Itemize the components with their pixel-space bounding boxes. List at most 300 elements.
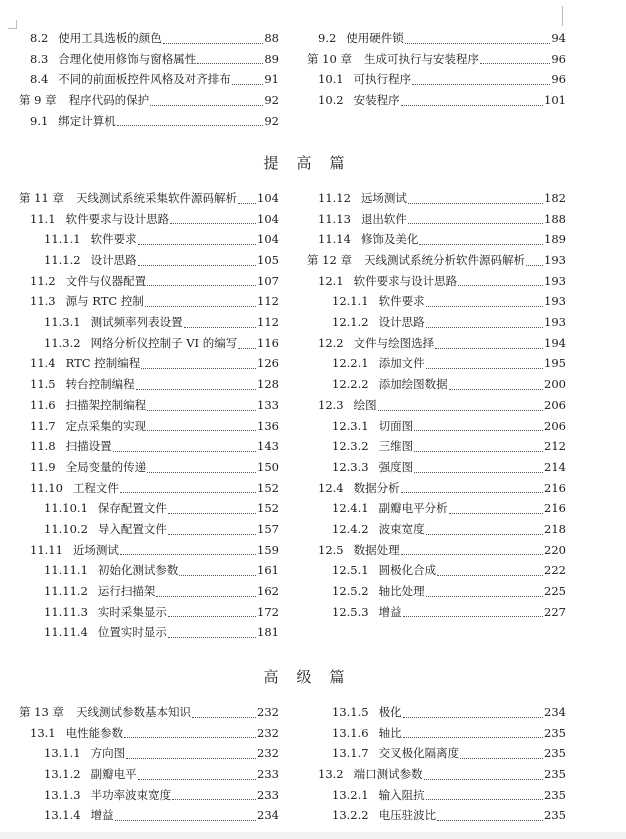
toc-entry <box>19 374 279 395</box>
toc-entry-number: 11.10.2 <box>44 521 88 536</box>
toc-column-left <box>19 28 279 131</box>
toc-dot-leader <box>401 479 543 493</box>
toc-entry-number: 第 9 章 <box>19 93 57 108</box>
toc-entry-page: 133 <box>257 397 279 412</box>
toc-dot-leader <box>138 252 256 266</box>
toc-entry <box>307 478 566 499</box>
toc-entry-number: 9.1 <box>30 113 49 128</box>
toc-dot-leader <box>458 272 543 286</box>
toc-entry-page: 206 <box>544 418 566 433</box>
toc-entry-number: 11.11.1 <box>44 563 88 578</box>
toc-entry <box>307 416 566 437</box>
toc-entry-title: 运行扫描架 <box>97 584 156 599</box>
toc-dot-leader <box>435 335 543 349</box>
toc-entry-number: 12.5.1 <box>332 563 369 578</box>
toc-column-left <box>19 702 279 826</box>
toc-entry-title: 极化 <box>378 704 402 719</box>
toc-entry-page: 206 <box>544 397 566 412</box>
toc-entry-page: 182 <box>544 190 566 205</box>
toc-entry-title: 保存配置文件 <box>97 501 167 516</box>
toc-entry <box>307 560 566 581</box>
toc-entry-page: 212 <box>544 439 566 454</box>
toc-entry-title: 轴比处理 <box>378 584 425 599</box>
toc-dot-leader <box>168 603 256 617</box>
toc-entry-number: 8.3 <box>30 51 49 66</box>
toc-dot-leader <box>168 521 256 535</box>
crop-mark-top-left <box>8 20 17 29</box>
toc-entry-number: 12.5 <box>318 542 344 557</box>
toc-entry <box>19 250 279 271</box>
toc-entry-page: 126 <box>257 356 279 371</box>
toc-entry <box>19 743 279 764</box>
toc-entry <box>307 723 566 744</box>
toc-entry-title: 软件要求与设计思路 <box>353 273 458 288</box>
toc-entry-number: 8.4 <box>30 72 49 87</box>
toc-entry <box>19 478 279 499</box>
toc-entry <box>19 291 279 312</box>
toc-entry-title: 设计思路 <box>378 315 425 330</box>
toc-dot-leader <box>141 355 256 369</box>
toc-entry <box>307 374 566 395</box>
toc-entry-title: 测试频率列表设置 <box>90 315 183 330</box>
toc-entry <box>19 395 279 416</box>
toc-entry-number: 13.1.4 <box>44 808 81 823</box>
toc-entry-number: 13.1.7 <box>332 746 369 761</box>
toc-entry-number: 第 13 章 <box>19 704 64 719</box>
toc-entry-title: 波束宽度 <box>378 521 425 536</box>
toc-entry-page: 104 <box>257 232 279 247</box>
toc-entry <box>307 90 566 111</box>
toc-entry <box>19 49 279 70</box>
toc-dot-leader <box>138 766 256 780</box>
toc-entry-number: 11.11.3 <box>44 604 88 619</box>
toc-entry-title: 天线测试系统采集软件源码解析 <box>75 190 237 205</box>
toc-entry-page: 92 <box>264 93 279 108</box>
toc-entry-title: 初始化测试参数 <box>97 563 179 578</box>
toc-entry-title: 网络分析仪控制子 VI 的编写 <box>90 335 238 350</box>
toc-entry <box>19 436 279 457</box>
toc-entry-page: 92 <box>264 113 279 128</box>
toc-entry-title: 使用硬件锁 <box>346 30 404 45</box>
toc-entry-number: 11.10 <box>30 480 63 495</box>
toc-dot-leader <box>136 376 256 390</box>
toc-dot-leader <box>147 459 256 473</box>
toc-entry-title: 文件与绘图选择 <box>353 335 435 350</box>
toc-entry-page: 225 <box>544 584 566 599</box>
toc-entry-page: 235 <box>544 725 566 740</box>
toc-entry-page: 94 <box>551 30 566 45</box>
toc-entry-page: 235 <box>544 767 566 782</box>
toc-entry-title: 三维图 <box>378 439 414 454</box>
toc-dot-leader <box>378 397 543 411</box>
toc-dot-leader <box>449 376 543 390</box>
toc-entry-number: 12.3.3 <box>332 459 369 474</box>
toc-entry-number: 11.1.1 <box>44 232 81 247</box>
toc-entry <box>307 291 566 312</box>
toc-entry-title: 转台控制编程 <box>65 377 135 392</box>
toc-entry <box>307 457 566 478</box>
toc-dot-leader <box>147 397 256 411</box>
toc-dot-leader <box>426 355 543 369</box>
toc-entry-title: 副瓣电平 <box>90 767 137 782</box>
toc-entry-number: 13.2.1 <box>332 787 369 802</box>
toc-dot-leader <box>526 252 543 266</box>
toc-entry-page: 232 <box>257 746 279 761</box>
toc-entry-page: 105 <box>257 253 279 268</box>
toc-dot-leader <box>115 807 256 821</box>
toc-chapter-entry <box>19 188 279 209</box>
toc-chapter-entry <box>307 49 566 70</box>
toc-entry-title: 定点采集的实现 <box>65 418 147 433</box>
toc-entry-page: 200 <box>544 377 566 392</box>
toc-entry-page: 235 <box>544 808 566 823</box>
toc-entry <box>307 209 566 230</box>
toc-entry-page: 194 <box>544 335 566 350</box>
toc-dot-leader <box>113 438 256 452</box>
toc-entry-title: 电压驻波比 <box>378 808 437 823</box>
toc-entry-title: 文件与仪器配置 <box>65 273 147 288</box>
toc-entry <box>19 764 279 785</box>
toc-entry <box>307 602 566 623</box>
toc-chapter-entry <box>19 90 279 111</box>
toc-entry-number: 11.2 <box>30 273 56 288</box>
toc-entry-title: 扫描架控制编程 <box>65 397 147 412</box>
toc-entry-page: 107 <box>257 273 279 288</box>
toc-entry-number: 12.1 <box>318 273 344 288</box>
toc-dot-leader <box>426 521 543 535</box>
toc-entry-number: 11.11 <box>30 542 63 557</box>
toc-entry-number: 9.2 <box>318 30 337 45</box>
toc-entry-title: 合理化使用修饰与窗格属性 <box>58 51 197 66</box>
toc-entry-number: 12.1.2 <box>332 315 369 330</box>
toc-dot-leader <box>480 50 550 64</box>
toc-entry <box>307 519 566 540</box>
toc-dot-leader <box>437 807 543 821</box>
toc-entry-number: 13.1.5 <box>332 704 369 719</box>
toc-entry-number: 13.2 <box>318 767 344 782</box>
toc-entry-number: 10.1 <box>318 72 344 87</box>
toc-entry <box>307 188 566 209</box>
toc-entry-title: 绑定计算机 <box>58 113 116 128</box>
toc-entry <box>19 271 279 292</box>
toc-entry-page: 112 <box>257 294 279 309</box>
toc-entry-number: 13.2.2 <box>332 808 369 823</box>
toc-entry <box>307 498 566 519</box>
toc-dot-leader <box>238 335 256 349</box>
toc-dot-leader <box>117 112 264 126</box>
toc-chapter-entry <box>307 250 566 271</box>
toc-entry-number: 13.1.1 <box>44 746 81 761</box>
toc-entry-number: 11.1.2 <box>44 253 81 268</box>
toc-entry-title: 添加绘图数据 <box>378 377 448 392</box>
toc-entry-page: 195 <box>544 356 566 371</box>
toc-entry-title: 软件要求 <box>90 232 137 247</box>
toc-dot-leader <box>403 603 543 617</box>
toc-entry <box>19 519 279 540</box>
toc-entry-title: 轴比 <box>378 725 402 740</box>
crop-mark-top-right <box>562 6 564 26</box>
toc-dot-leader <box>426 786 543 800</box>
toc-entry-number: 11.6 <box>30 397 56 412</box>
toc-entry-number: 13.1.6 <box>332 725 369 740</box>
toc-entry-number: 12.5.3 <box>332 604 369 619</box>
toc-dot-leader <box>179 562 256 576</box>
toc-entry-number: 12.4.1 <box>332 501 369 516</box>
toc-dot-leader <box>408 210 543 224</box>
toc-entry-page: 161 <box>257 563 279 578</box>
toc-entry-page: 172 <box>257 604 279 619</box>
toc-dot-leader <box>426 314 543 328</box>
toc-entry-title: 半功率波束宽度 <box>90 787 172 802</box>
toc-dot-leader <box>238 190 256 204</box>
toc-entry-page: 128 <box>257 377 279 392</box>
toc-entry-page: 218 <box>544 521 566 536</box>
toc-entry-title: 方向图 <box>90 746 126 761</box>
toc-entry-title: 设计思路 <box>90 253 137 268</box>
toc-entry-title: 增益 <box>378 604 402 619</box>
toc-entry <box>19 209 279 230</box>
toc-entry-number: 第 12 章 <box>307 253 352 268</box>
toc-entry <box>19 560 279 581</box>
toc-entry-page: 193 <box>544 253 566 268</box>
toc-dot-leader <box>424 766 543 780</box>
toc-entry <box>19 312 279 333</box>
toc-dot-leader <box>401 92 543 106</box>
toc-entry-number: 11.13 <box>318 211 351 226</box>
toc-entry-page: 104 <box>257 190 279 205</box>
toc-entry-number: 12.3 <box>318 397 344 412</box>
toc-entry <box>19 581 279 602</box>
toc-entry-title: 输入阻抗 <box>378 787 425 802</box>
toc-entry-number: 12.4 <box>318 480 344 495</box>
toc-entry <box>19 111 279 132</box>
toc-entry <box>307 436 566 457</box>
toc-entry-title: 可执行程序 <box>353 72 412 87</box>
toc-entry-page: 152 <box>257 480 279 495</box>
section-heading-advanced-intermediate: 提高篇 <box>263 154 363 172</box>
toc-entry-title: 源与 RTC 控制 <box>65 294 144 309</box>
toc-dot-leader <box>156 583 256 597</box>
toc-entry-page: 150 <box>257 459 279 474</box>
toc-entry-number: 11.10.1 <box>44 501 88 516</box>
toc-entry-page: 91 <box>264 72 279 87</box>
toc-entry-page: 193 <box>544 315 566 330</box>
toc-entry-page: 116 <box>257 335 279 350</box>
toc-dot-leader <box>168 624 256 638</box>
toc-dot-leader <box>138 231 256 245</box>
toc-entry-number: 11.11.2 <box>44 584 88 599</box>
toc-entry-number: 13.1 <box>30 725 56 740</box>
toc-entry-page: 188 <box>544 211 566 226</box>
toc-entry-number: 11.3.1 <box>44 315 81 330</box>
toc-entry-page: 233 <box>257 787 279 802</box>
toc-dot-leader <box>184 314 256 328</box>
toc-entry-title: 增益 <box>90 808 114 823</box>
toc-entry-title: 位置实时显示 <box>97 625 167 640</box>
toc-dot-leader <box>172 786 256 800</box>
toc-dot-leader <box>401 541 543 555</box>
toc-entry-page: 214 <box>544 459 566 474</box>
toc-entry-number: 11.3.2 <box>44 335 81 350</box>
toc-entry <box>19 805 279 826</box>
toc-dot-leader <box>170 210 256 224</box>
toc-dot-leader <box>405 30 551 44</box>
toc-entry-number: 13.1.3 <box>44 787 81 802</box>
toc-entry <box>19 229 279 250</box>
toc-entry-title: 实时采集显示 <box>97 604 167 619</box>
toc-dot-leader <box>147 272 256 286</box>
toc-entry-page: 220 <box>544 542 566 557</box>
toc-entry <box>307 312 566 333</box>
toc-entry-page: 101 <box>544 93 566 108</box>
toc-entry-title: 副瓣电平分析 <box>378 501 448 516</box>
toc-entry-title: 安装程序 <box>353 93 400 108</box>
toc-entry-title: 工程文件 <box>72 480 119 495</box>
section-heading-advanced: 高级篇 <box>263 668 363 686</box>
toc-dot-leader <box>403 724 543 738</box>
toc-entry-page: 235 <box>544 746 566 761</box>
toc-entry-title: RTC 控制编程 <box>65 356 141 371</box>
toc-dot-leader <box>403 704 543 718</box>
toc-entry-number: 12.3.1 <box>332 418 369 433</box>
toc-entry-page: 152 <box>257 501 279 516</box>
toc-dot-leader <box>120 541 256 555</box>
toc-entry-title: 天线测试参数基本知识 <box>75 704 191 719</box>
page-bottom-edge <box>0 832 626 839</box>
toc-entry-title: 扫描设置 <box>65 439 112 454</box>
toc-entry <box>307 743 566 764</box>
toc-entry-number: 11.7 <box>30 418 56 433</box>
toc-entry <box>307 28 566 49</box>
toc-entry-title: 绘图 <box>353 397 377 412</box>
toc-entry <box>307 395 566 416</box>
toc-entry-title: 数据分析 <box>353 480 400 495</box>
toc-entry-number: 8.2 <box>30 30 49 45</box>
toc-entry <box>19 457 279 478</box>
toc-entry-page: 232 <box>257 704 279 719</box>
toc-entry-page: 232 <box>257 725 279 740</box>
toc-entry-page: 234 <box>544 704 566 719</box>
toc-entry-page: 159 <box>257 542 279 557</box>
toc-entry <box>307 229 566 250</box>
toc-column-left <box>19 188 279 643</box>
toc-entry-title: 天线测试系统分析软件源码解析 <box>363 253 525 268</box>
toc-entry-page: 136 <box>257 418 279 433</box>
toc-entry <box>307 333 566 354</box>
toc-entry <box>19 540 279 561</box>
toc-entry-title: 程序代码的保护 <box>68 93 150 108</box>
toc-dot-leader <box>408 190 543 204</box>
toc-entry-number: 11.12 <box>318 190 351 205</box>
toc-entry-page: 235 <box>544 787 566 802</box>
toc-entry-number: 11.5 <box>30 377 56 392</box>
toc-entry-title: 不同的前面板控件风格及对齐排布 <box>58 72 231 87</box>
toc-dot-leader <box>412 71 550 85</box>
toc-entry-title: 交叉极化隔离度 <box>378 746 460 761</box>
toc-entry-number: 10.2 <box>318 93 344 108</box>
toc-entry-page: 162 <box>257 584 279 599</box>
toc-entry <box>19 602 279 623</box>
toc-entry-title: 强度图 <box>378 459 414 474</box>
toc-entry-page: 112 <box>257 315 279 330</box>
toc-dot-leader <box>419 231 543 245</box>
toc-dot-leader <box>449 500 543 514</box>
toc-entry <box>307 540 566 561</box>
toc-entry-number: 11.4 <box>30 356 56 371</box>
toc-entry <box>307 69 566 90</box>
toc-entry-number: 12.2 <box>318 335 344 350</box>
toc-dot-leader <box>197 50 263 64</box>
toc-chapter-entry <box>19 702 279 723</box>
toc-entry <box>19 622 279 643</box>
toc-entry-title: 软件要求 <box>378 294 425 309</box>
toc-entry <box>19 333 279 354</box>
toc-entry-number: 12.2.2 <box>332 377 369 392</box>
toc-entry-title: 切面图 <box>378 418 414 433</box>
toc-entry-page: 157 <box>257 521 279 536</box>
toc-entry-page: 181 <box>257 625 279 640</box>
toc-entry <box>19 354 279 375</box>
toc-entry-title: 端口测试参数 <box>353 767 423 782</box>
toc-entry-title: 退出软件 <box>360 211 407 226</box>
toc-dot-leader <box>145 293 256 307</box>
toc-entry <box>19 69 279 90</box>
toc-dot-leader <box>126 745 256 759</box>
toc-dot-leader <box>192 704 256 718</box>
toc-entry-number: 12.3.2 <box>332 439 369 454</box>
toc-entry-title: 近场测试 <box>72 542 119 557</box>
toc-dot-leader <box>232 71 264 85</box>
toc-dot-leader <box>426 583 543 597</box>
toc-dot-leader <box>426 293 543 307</box>
toc-entry <box>19 416 279 437</box>
toc-entry-page: 96 <box>551 51 566 66</box>
toc-entry-page: 193 <box>544 294 566 309</box>
toc-dot-leader <box>414 417 543 431</box>
toc-entry-number: 12.2.1 <box>332 356 369 371</box>
toc-entry-title: 添加文件 <box>378 356 425 371</box>
toc-entry-number: 11.8 <box>30 439 56 454</box>
toc-dot-leader <box>437 562 543 576</box>
toc-entry <box>307 354 566 375</box>
toc-entry-page: 222 <box>544 563 566 578</box>
toc-dot-leader <box>460 745 543 759</box>
toc-entry-page: 234 <box>257 808 279 823</box>
toc-dot-leader <box>168 500 256 514</box>
toc-entry <box>307 702 566 723</box>
toc-entry-page: 143 <box>257 439 279 454</box>
toc-entry-title: 软件要求与设计思路 <box>65 211 170 226</box>
toc-entry-number: 第 11 章 <box>19 190 64 205</box>
toc-entry-number: 第 10 章 <box>307 51 352 66</box>
toc-entry-title: 使用工具选板的颜色 <box>58 30 162 45</box>
toc-entry-number: 11.9 <box>30 459 56 474</box>
toc-entry-number: 13.1.2 <box>44 767 81 782</box>
toc-entry <box>307 785 566 806</box>
toc-column-right <box>307 702 566 826</box>
toc-entry-page: 96 <box>551 72 566 87</box>
toc-dot-leader <box>124 724 256 738</box>
toc-entry-number: 11.3 <box>30 294 56 309</box>
toc-entry-page: 88 <box>264 30 279 45</box>
toc-entry-page: 216 <box>544 480 566 495</box>
toc-entry-title: 电性能参数 <box>65 725 124 740</box>
toc-entry <box>19 28 279 49</box>
toc-entry <box>307 581 566 602</box>
toc-entry-title: 远场测试 <box>360 190 407 205</box>
toc-entry-number: 11.11.4 <box>44 625 88 640</box>
toc-dot-leader <box>414 438 543 452</box>
